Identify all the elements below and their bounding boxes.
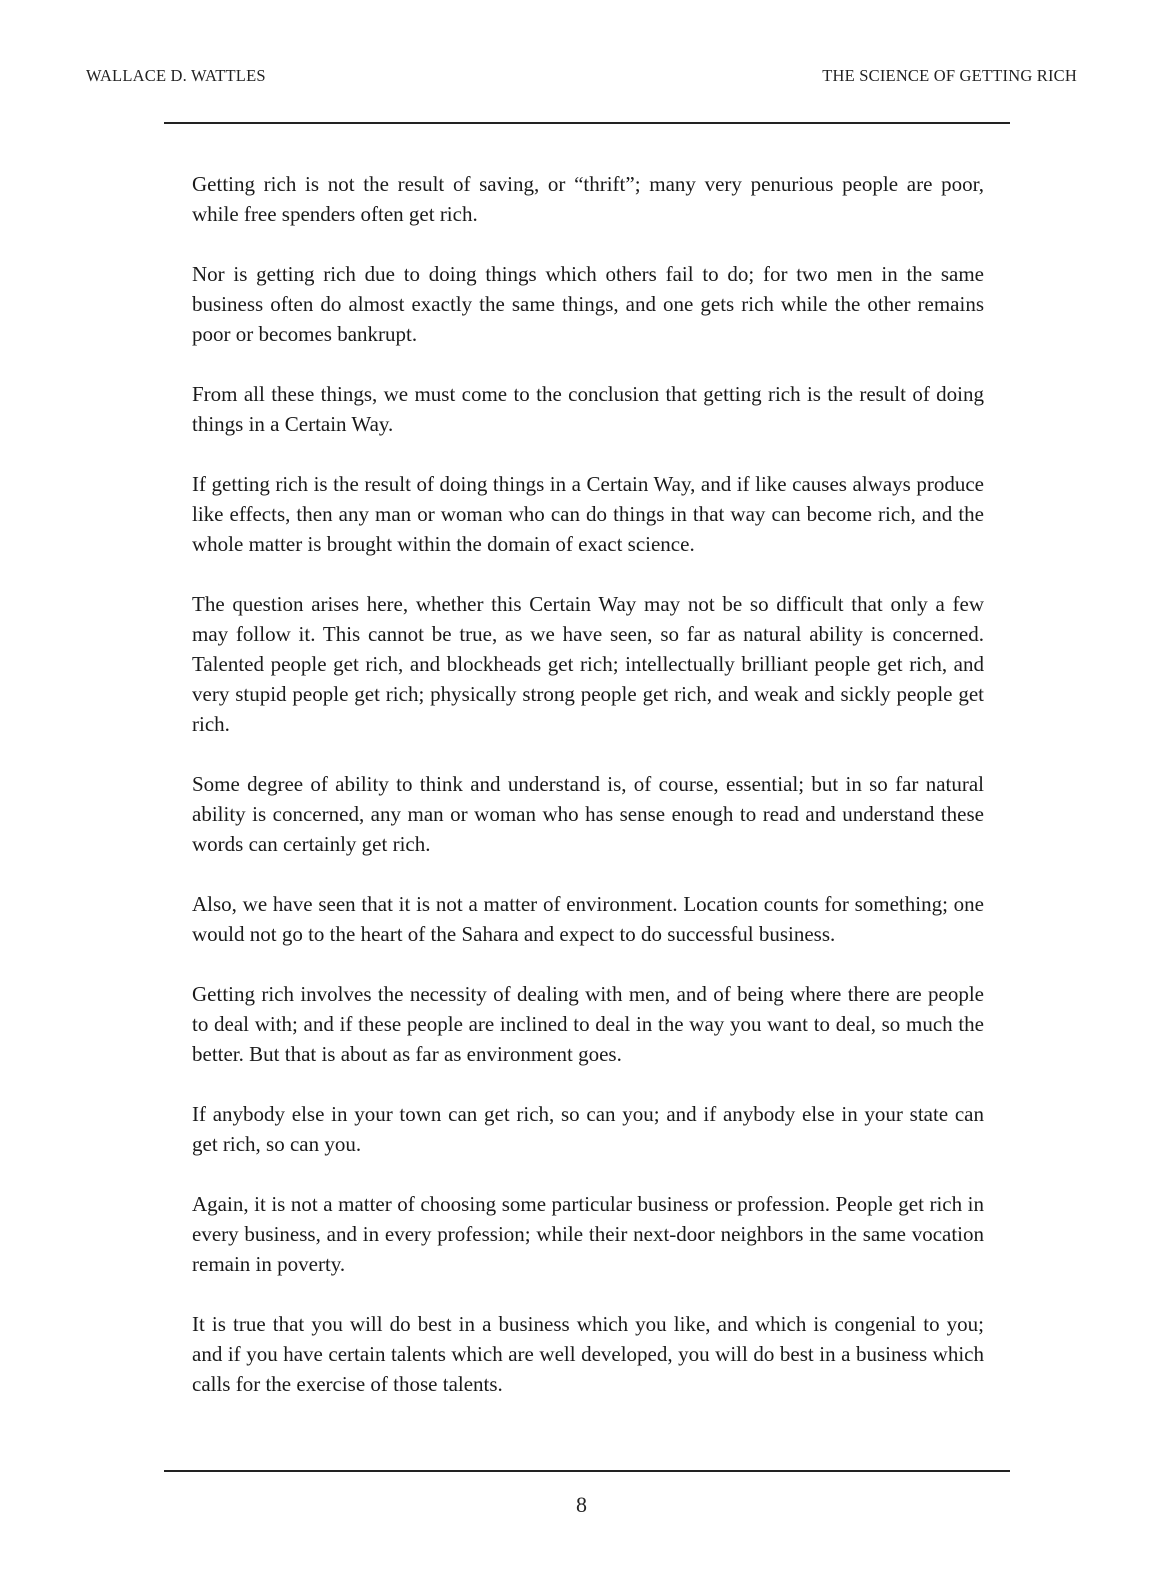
- paragraph: It is true that you will do best in a business which you like, and which is congenial to you; and if you have certain talents which are well developed, you will do best in a business which calls for the exercise of those talents.: [192, 1312, 984, 1396]
- paragraph: Some degree of ability to think and understand is, of course, essential; but in so far natural ability is concerned, any man or woman who has sense enough to read and understand these words can certainly get rich.: [192, 772, 984, 856]
- paragraph: If getting rich is the result of doing things in a Certain Way, and if like causes always produce like effects, then any man or woman who can do things in that way can become rich, and the whole matter is brought within the domain of exact science.: [192, 472, 984, 556]
- paragraph: Getting rich is not the result of saving, or “thrift”; many very penurious people are poor, while free spenders often get rich.: [192, 172, 984, 226]
- paragraph: Also, we have seen that it is not a matter of environment. Location counts for something; one would not go to the heart of the Sahara and expect to do successful business.: [192, 892, 984, 946]
- paragraph: Getting rich involves the necessity of dealing with men, and of being where there are people to deal with; and if these people are inclined to deal in the way you want to deal, so much the better. But that is about as far as environment goes.: [192, 982, 984, 1066]
- paragraph: Nor is getting rich due to doing things which others fail to do; for two men in the same business often do almost exactly the same things, and one gets rich while the other remains poor or becomes bankrupt.: [192, 262, 984, 346]
- running-head-author: WALLACE D. WATTLES: [86, 66, 266, 85]
- paragraph: Again, it is not a matter of choosing some particular business or profession. People get rich in every business, and in every profession; while their next-door neighbors in the same vocation remain in poverty.: [192, 1192, 984, 1276]
- paragraph: The question arises here, whether this Certain Way may not be so difficult that only a few may follow it. This cannot be true, as we have seen, so far as natural ability is concerned. Talented people get rich, and blockheads get rich; intellectually brilliant people get rich, and very stupid people get rich; physically strong people get rich, and weak and sickly people get rich.: [192, 592, 984, 736]
- page-number: 8: [576, 1492, 587, 1517]
- footer-divider: [164, 1470, 1010, 1472]
- body-text: [192, 169, 984, 1429]
- running-head-title: THE SCIENCE OF GETTING RICH: [822, 66, 1077, 85]
- header-divider: [164, 122, 1010, 124]
- paragraph: If anybody else in your town can get rich, so can you; and if anybody else in your state can get rich, so can you.: [192, 1102, 984, 1156]
- paragraph: From all these things, we must come to the conclusion that getting rich is the result of doing things in a Certain Way.: [192, 382, 984, 436]
